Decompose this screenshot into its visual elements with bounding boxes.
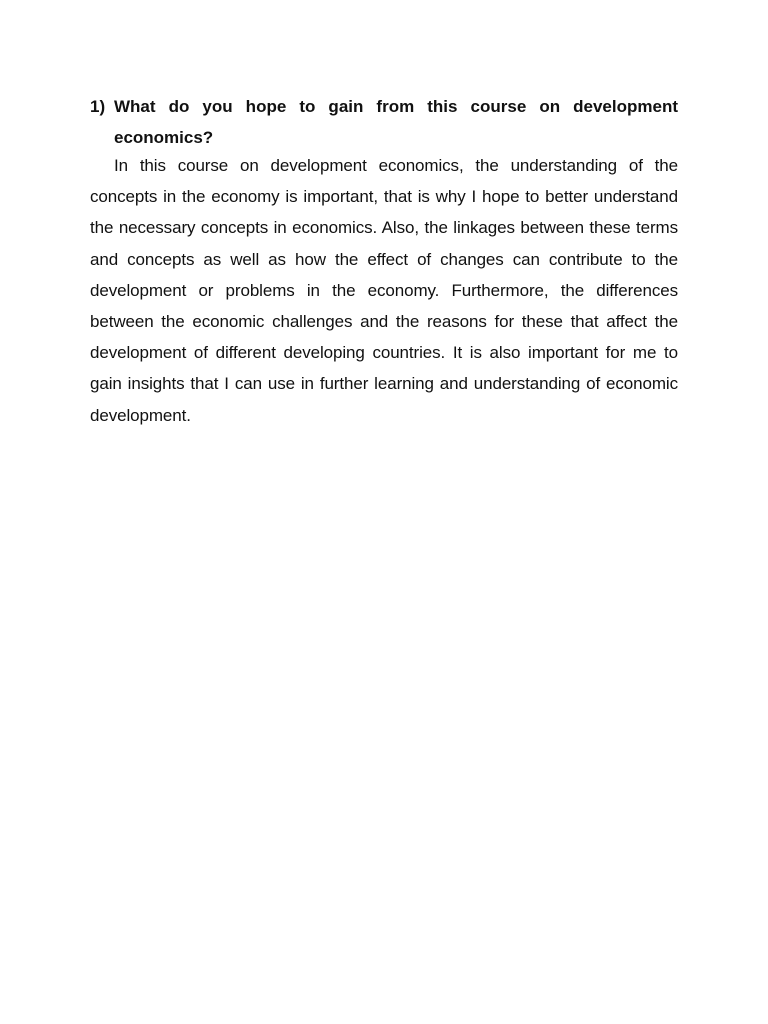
answer-paragraph: In this course on development economics, the understanding of the concepts in the economy is important, that is why I hope to better understand the necessary concepts in economics. Also, the linkages between these terms and concepts as well as how the effect of changes can contribute to the development or problems in the economy. Furthermore, the differences between the economic challenges and the reasons for these that affect the development of different developing countries. It is also important for me to gain insights that I can use in further learning and understanding of economic development. [90, 156, 678, 425]
question-number: 1) [90, 97, 106, 116]
question-text: What do you hope to gain from this course on development economics? [114, 97, 678, 147]
question-heading [90, 91, 678, 153]
